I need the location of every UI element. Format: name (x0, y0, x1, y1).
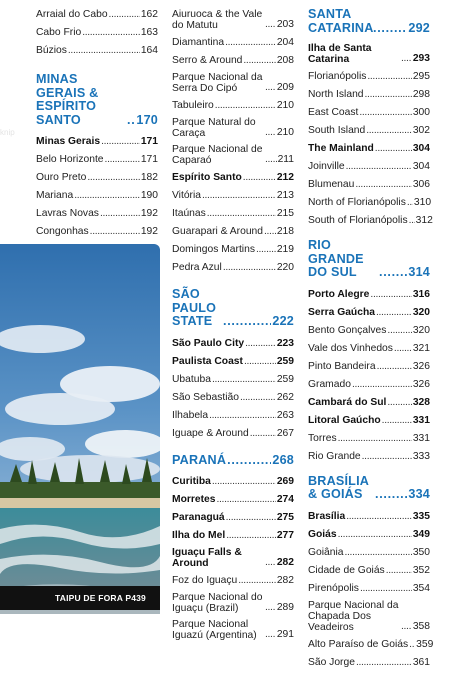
toc-entry-page: 269 (276, 476, 294, 487)
toc-entry-page: 282 (276, 575, 294, 586)
toc-entry (36, 153, 158, 166)
toc-entry-name: Serra Gaúcha (308, 306, 375, 318)
section-page: 314 (408, 265, 430, 279)
leader-dots (207, 207, 276, 220)
photo-caption: TAIPU DE FORA P439 (0, 586, 160, 610)
leader-dots (386, 564, 412, 577)
toc-entry-page: 304 (412, 161, 430, 172)
toc-column-3 (308, 7, 434, 674)
toc-entry-name: North of Florianópolis (308, 197, 406, 208)
toc-entry (308, 106, 430, 119)
toc-entry (308, 582, 430, 595)
toc-entry (36, 44, 158, 57)
toc-entry-name: Cabo Frio (36, 27, 82, 38)
leader-dots (375, 142, 412, 155)
toc-entry-page: 331 (412, 414, 430, 426)
toc-entry-name: Pirenópolis (308, 582, 359, 594)
toc-entry-name: The Mainland (308, 143, 374, 154)
toc-entry-page: 223 (276, 337, 294, 349)
toc-entry-page: 282 (276, 557, 294, 568)
toc-entry-name: South of Florianópolis (308, 215, 408, 226)
toc-entry-page: 267 (276, 427, 294, 439)
toc-entry-page: 304 (412, 143, 430, 154)
toc-list (172, 337, 294, 440)
toc-entry-name: Porto Alegre (308, 288, 370, 300)
leader-dots (238, 574, 276, 587)
toc-entry-name: Pedra Azul (172, 262, 222, 273)
toc-entry-page: 259 (276, 373, 294, 385)
toc-entry-name: Morretes (172, 494, 216, 505)
toc-entry-page: 306 (412, 179, 430, 190)
toc-entry (308, 450, 430, 463)
leader-dots (377, 360, 412, 373)
toc-entry (172, 9, 294, 31)
section-page: 334 (408, 487, 430, 501)
toc-entry-page: 212 (276, 172, 294, 183)
toc-entry (172, 337, 294, 350)
leader-dots (244, 355, 276, 368)
leader-dots (217, 493, 276, 506)
toc-entry-name: Minas Gerais (36, 136, 101, 147)
toc-entry-name: Congonhas (36, 226, 89, 237)
leader-dots (250, 427, 276, 440)
toc-entry (172, 225, 294, 238)
toc-entry-page: 333 (412, 450, 430, 462)
toc-entry (36, 207, 158, 220)
leader-dots (360, 582, 412, 595)
toc-entry-page: 320 (412, 306, 430, 318)
toc-entry-page: 203 (276, 19, 294, 30)
toc-entry-name: Alto Paraíso de Goiás (308, 638, 409, 650)
leader-dots (243, 54, 275, 67)
toc-entry (172, 99, 294, 112)
toc-entry-name: Bento Gonçalves (308, 324, 387, 336)
toc-entry-page: 320 (412, 324, 430, 336)
toc-entry (172, 493, 294, 506)
toc-entry-name: Parque Nacional de Caparaó (172, 144, 263, 166)
toc-entry-page: 289 (276, 602, 294, 613)
toc-entry-name: Espírito Santo (172, 172, 242, 183)
toc-entry-name: São Sebastião (172, 391, 239, 403)
toc-entry-name: Vitória (172, 190, 202, 201)
toc-entry-name: Vale dos Vinhedos (308, 342, 393, 354)
toc-column-2 (172, 9, 294, 646)
leader-dots (209, 409, 276, 422)
leader-dots (338, 528, 412, 541)
toc-entry-page: 300 (412, 107, 430, 118)
leader-dots (127, 114, 135, 128)
toc-entry (308, 528, 430, 541)
toc-entry (308, 656, 430, 669)
toc-entry (172, 144, 294, 166)
leader-dots (100, 207, 140, 220)
toc-entry (308, 288, 430, 301)
leader-dots (387, 396, 411, 409)
toc-entry-name: Cambará do Sul (308, 396, 387, 408)
toc-entry (308, 432, 430, 445)
toc-entry-name: Gramado (308, 378, 351, 390)
toc-entry-page: 213 (276, 190, 294, 201)
toc-entry-name: Parque Nacional da Chapada Dos Veadeiros (308, 599, 399, 633)
section-page: 292 (408, 20, 430, 35)
toc-entry-name: Ilhabela (172, 409, 209, 421)
toc-entry-page: 361 (412, 656, 430, 668)
toc-entry-page: 192 (140, 226, 158, 237)
leader-dots (223, 315, 271, 329)
toc-entry-page: 335 (412, 510, 430, 522)
leader-dots (212, 475, 276, 488)
toc-entry-page: 192 (140, 208, 158, 219)
section-title: MINAS GERAIS & ESPÍRITO SANTO (36, 72, 99, 127)
toc-entry (308, 414, 430, 427)
toc-entry (172, 36, 294, 49)
toc-entry-name: Torres (308, 432, 337, 444)
leader-dots (243, 171, 276, 184)
toc-list (308, 43, 433, 227)
toc-entry (172, 427, 294, 440)
toc-entry-page: 208 (276, 55, 294, 66)
toc-entry-name: East Coast (308, 107, 359, 118)
toc-entry-page: 328 (412, 396, 430, 408)
toc-entry (36, 26, 158, 39)
leader-dots (409, 638, 415, 651)
leader-dots (68, 44, 140, 57)
toc-entry-name: Mariana (36, 190, 74, 201)
toc-entry-name: Paulista Coast (172, 355, 243, 367)
toc-entry (172, 189, 294, 202)
leader-dots (265, 556, 276, 569)
toc-entry (172, 54, 294, 67)
leader-dots (265, 628, 276, 641)
toc-entry-name: Diamantina (172, 37, 225, 48)
toc-entry-page: 262 (276, 391, 294, 403)
leader-dots (370, 288, 411, 301)
leader-dots (265, 18, 276, 31)
toc-entry-page: 310 (413, 197, 432, 208)
leader-dots (256, 243, 276, 256)
toc-entry-page: 298 (412, 89, 430, 100)
toc-entry-page: 182 (140, 172, 158, 183)
toc-entry (308, 142, 430, 155)
toc-entry-name: Domingos Martins (172, 244, 255, 255)
toc-entry (308, 324, 430, 337)
toc-entry (308, 88, 430, 101)
section-heading (172, 288, 294, 329)
leader-dots (226, 511, 276, 524)
toc-entry-page: 164 (140, 45, 158, 56)
leader-dots (74, 189, 140, 202)
toc-entry-page: 350 (412, 546, 430, 558)
leader-dots (212, 373, 276, 386)
leader-dots (346, 510, 412, 523)
toc-entry-name: South Island (308, 125, 366, 136)
toc-entry-name: Ilha de Santa Catarina (308, 43, 372, 65)
toc-entry (172, 409, 294, 422)
toc-entry (172, 619, 294, 641)
leader-dots (215, 99, 276, 112)
section-title: SANTA CATARINA (308, 7, 374, 35)
toc-entry-name: Lavras Novas (36, 208, 99, 219)
toc-entry-page: 162 (140, 9, 158, 20)
toc-entry-name: Itaúnas (172, 208, 206, 219)
toc-entry-name: Paranaguá (172, 512, 225, 523)
toc-entry (308, 600, 430, 633)
toc-entry-page: 326 (412, 360, 430, 372)
toc-entry-page: 312 (415, 215, 433, 226)
toc-entry (308, 360, 430, 373)
leader-dots (226, 529, 276, 542)
leader-dots (202, 189, 276, 202)
section-heading (36, 73, 158, 127)
toc-entry-name: Ilha do Mel (172, 530, 226, 541)
toc-entry (308, 510, 430, 523)
section-page: 170 (136, 112, 158, 127)
toc-entry-name: Iguape & Around (172, 427, 249, 439)
toc-entry-page: 218 (276, 226, 294, 237)
leader-dots (227, 454, 271, 468)
section-title: RIO GRANDE DO SUL (308, 238, 364, 279)
toc-entry (308, 638, 434, 651)
toc-entry-page: 210 (276, 100, 294, 111)
toc-entry (172, 373, 294, 386)
toc-entry-name: Parque Natural do Caraça (172, 117, 256, 139)
leader-dots (355, 178, 411, 191)
toc-entry-name: Iguaçu Falls & Around (172, 547, 242, 569)
section-heading (172, 454, 294, 468)
toc-entry (172, 261, 294, 274)
toc-entry (308, 160, 430, 173)
toc-entry-name: Pinto Bandeira (308, 360, 376, 372)
toc-entry-name: North Island (308, 89, 364, 100)
toc-entry-page: 321 (412, 342, 430, 354)
toc-entry-name: Búzios (36, 45, 67, 56)
toc-entry (172, 547, 294, 569)
toc-entry (36, 171, 158, 184)
toc-entry-name: Florianópolis (308, 71, 367, 82)
leader-dots (373, 22, 407, 36)
toc-entry-page: 358 (412, 620, 430, 632)
leader-dots (352, 378, 412, 391)
leader-dots (105, 153, 140, 166)
toc-entry (308, 196, 430, 209)
leader-dots (101, 135, 140, 148)
section-title: BRASÍLIA & GOIÁS (308, 473, 369, 501)
toc-entry (172, 475, 294, 488)
toc-entry-name: Rio Grande (308, 450, 361, 462)
leader-dots (409, 214, 415, 227)
toc-entry-page: 171 (140, 136, 158, 147)
toc-entry-name: Parque Nacional da Serra Do Cipó (172, 72, 263, 94)
toc-entry (172, 391, 294, 404)
leader-dots (240, 391, 276, 404)
toc-entry-page: 291 (276, 629, 294, 640)
toc-entry-name: Aiuruoca & the Vale do Matutu (172, 9, 263, 31)
toc-entry-page: 352 (412, 564, 430, 576)
leader-dots (87, 171, 139, 184)
toc-entry-name: Parque Nacional Iguazú (Argentina) (172, 619, 257, 641)
toc-entry (172, 207, 294, 220)
leader-dots (365, 88, 412, 101)
leader-dots (387, 324, 411, 337)
toc-entry (308, 43, 430, 65)
toc-entry-page: 215 (276, 208, 294, 219)
toc-entry (172, 529, 294, 542)
leader-dots (382, 414, 412, 427)
toc-list (308, 510, 434, 669)
section-page: 222 (272, 314, 294, 328)
leader-dots (346, 160, 412, 173)
toc-entry-name: Ouro Preto (36, 172, 87, 183)
toc-entry-name: São Paulo City (172, 337, 245, 349)
section-title: PARANÁ (172, 452, 227, 467)
toc-list (172, 9, 294, 274)
toc-entry (308, 342, 430, 355)
toc-entry (172, 592, 294, 614)
toc-entry-page: 259 (276, 355, 294, 367)
toc-entry-name: Brasília (308, 510, 346, 522)
toc-entry-page: 209 (276, 82, 294, 93)
toc-entry-page: 293 (412, 53, 430, 64)
toc-entry (308, 564, 430, 577)
leader-dots (265, 81, 276, 94)
toc-entry-name: Ubatuba (172, 373, 211, 385)
toc-entry-page: 211 (277, 154, 294, 165)
toc-entry (308, 546, 430, 559)
leader-dots (362, 450, 412, 463)
leader-dots (356, 656, 412, 669)
toc-entry (308, 178, 430, 191)
toc-entry-name: Goiânia (308, 546, 344, 558)
toc-entry-name: Joinville (308, 161, 345, 172)
toc-entry (172, 72, 294, 94)
leader-dots (394, 342, 412, 355)
leader-dots (407, 196, 413, 209)
toc-entry (172, 511, 294, 524)
leader-dots (90, 225, 140, 238)
toc-entry-name: Parque Nacional do Iguaçu (Brazil) (172, 592, 263, 614)
toc-list (172, 475, 294, 641)
toc-entry-name: Guarapari & Around (172, 226, 264, 237)
toc-entry-page: 219 (276, 244, 294, 255)
toc-entry-name: Cidade de Goiás (308, 564, 385, 576)
toc-entry-name: Litoral Gaúcho (308, 414, 381, 426)
toc-entry (308, 214, 433, 227)
leader-dots (245, 337, 276, 350)
toc-entry-name: Blumenau (308, 179, 355, 190)
toc-entry (308, 378, 430, 391)
toc-entry-page: 263 (276, 409, 294, 421)
toc-entry-name: Belo Horizonte (36, 154, 104, 165)
leader-dots (379, 266, 407, 280)
section-title: SÃO PAULO STATE (172, 287, 217, 328)
toc-entry-page: 163 (140, 27, 158, 38)
leader-dots (223, 261, 276, 274)
toc-list (36, 8, 158, 57)
toc-entry (36, 8, 158, 21)
leader-dots (401, 52, 412, 65)
toc-entry-page: 326 (412, 378, 430, 390)
leader-dots (375, 488, 407, 502)
toc-entry-name: Foz do Iguaçu (172, 575, 238, 586)
leader-dots (264, 225, 276, 238)
beach-photo (0, 244, 160, 614)
leader-dots (225, 36, 276, 49)
toc-entry-name: Tabuleiro (172, 100, 214, 111)
section-heading (308, 8, 430, 35)
toc-entry-name: Arraial do Cabo (36, 9, 108, 20)
leader-dots (401, 620, 412, 633)
toc-entry (36, 189, 158, 202)
toc-list (308, 288, 430, 463)
leader-dots (82, 26, 140, 39)
toc-entry (308, 396, 430, 409)
toc-entry-name: Curitiba (172, 476, 211, 487)
toc-entry (172, 171, 294, 184)
toc-entry (308, 306, 430, 319)
toc-entry (308, 124, 430, 137)
toc-entry-page: 302 (412, 125, 430, 136)
leader-dots (366, 124, 412, 137)
toc-entry-page: 190 (140, 190, 158, 201)
toc-entry-page: 275 (276, 512, 294, 523)
beach-photo-image (0, 244, 160, 614)
leader-dots (265, 601, 276, 614)
section-page: 268 (272, 452, 294, 467)
toc-entry (172, 355, 294, 368)
leader-dots (265, 126, 276, 139)
leader-dots (265, 153, 277, 166)
leader-dots (376, 306, 412, 319)
toc-entry (36, 225, 158, 238)
toc-entry-page: 295 (412, 71, 430, 82)
toc-entry-name: Serro & Around (172, 55, 243, 66)
toc-entry-page: 354 (412, 582, 430, 594)
leader-dots (367, 70, 411, 83)
toc-entry-page: 204 (276, 37, 294, 48)
toc-entry (172, 117, 294, 139)
toc-entry-page: 359 (416, 638, 434, 650)
section-heading (308, 475, 430, 502)
toc-entry (172, 243, 294, 256)
toc-entry (308, 70, 430, 83)
toc-entry-page: 171 (140, 154, 158, 165)
toc-entry (36, 135, 158, 148)
toc-entry-page: 274 (276, 494, 294, 505)
toc-entry-page: 220 (276, 262, 294, 273)
leader-dots (338, 432, 412, 445)
toc-entry-page: 210 (276, 127, 294, 138)
toc-entry-name: São Jorge (308, 656, 355, 668)
toc-entry-page: 331 (412, 432, 430, 444)
toc-entry-name: Goiás (308, 528, 337, 540)
toc-entry-page: 316 (412, 288, 430, 300)
leader-dots (345, 546, 412, 559)
toc-entry-page: 349 (412, 528, 430, 540)
watermark-text: knip (0, 128, 15, 137)
section-heading (308, 239, 430, 280)
leader-dots (359, 106, 411, 119)
leader-dots (109, 8, 140, 21)
toc-entry (172, 574, 294, 587)
toc-entry-page: 277 (276, 530, 294, 541)
